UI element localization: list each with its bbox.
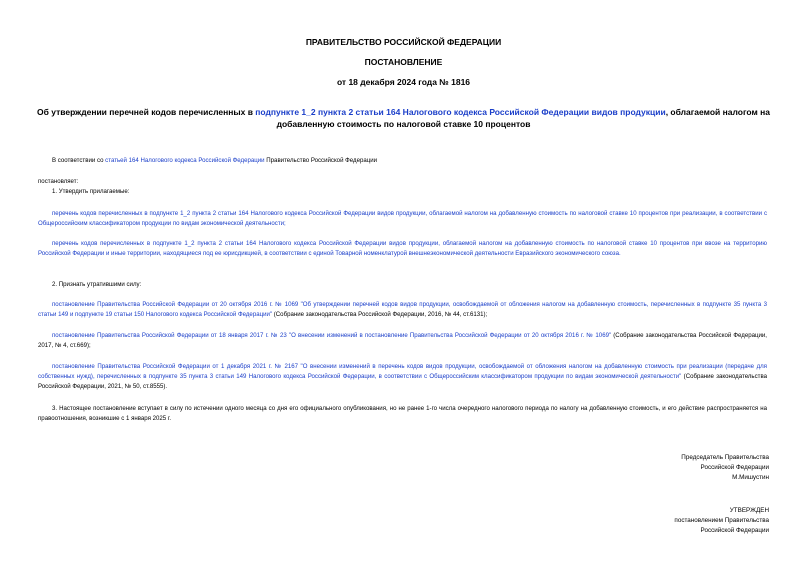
intro-paragraph <box>52 156 772 166</box>
repealed-item-2 <box>38 331 767 351</box>
signatory-name: М.Мишустин <box>732 474 769 481</box>
approved-stamp-block <box>560 506 769 536</box>
signature-block <box>560 453 769 483</box>
approved-list-2-link[interactable]: перечень кодов перечисленных в подпункте 1_2 пункта 2 статьи 164 Налогового кодекса Российской Федерации видов продукции, облагаемой налогом на добавленную стоимость по налоговой ставке 10 процентов при ввозе на территорию Российской Федерации и иные территории, находящиеся под ее юрисдикцией, в соответствии с единой Товарной номенклатурой внешнеэкономической деятельности Евразийского экономического союза. <box>38 240 767 257</box>
item-3-paragraph: 3. Настоящее постановление вступает в силу по истечении одного месяца со дня его официального опубликования, но не ранее 1-го числа очередного налогового периода по налогу на добавленную стоимость, и его действие распространяется на правоотношения, возникшие с 1 января 2025 г. <box>38 405 767 422</box>
decree-word: постановляет: <box>38 178 79 185</box>
date-number-heading: от 18 декабря 2024 года № 1816 <box>336 77 471 87</box>
intro-post: Правительство Российской Федерации <box>264 157 378 164</box>
item-2-heading: 2. Признать утратившими силу: <box>52 281 142 288</box>
approved-line-1: УТВЕРЖДЕН <box>729 507 769 514</box>
repealed-3-link[interactable]: постановление Правительства Российской Федерации от 1 декабря 2021 г. № 2167 "О внесении изменений в перечень кодов видов продукции, освобождаемой от обложения налогом на добавленную стоимость при реализации (передаче для собственных нужд), перечисленных в подпункте 35 пункта 3 статьи 149 Налогового кодекса Российской Федерации, в соответствии с Общероссийским классификатором продукции по видам экономической деятельности" <box>38 363 767 380</box>
document-type-heading: ПОСТАНОВЛЕНИЕ <box>364 57 443 67</box>
approved-line-3: Российской Федерации <box>700 527 769 534</box>
document-title <box>30 106 777 130</box>
signature-position-line-2: Российской Федерации <box>700 464 769 471</box>
intro-tax-code-link[interactable]: статьей 164 Налогового кодекса Российской Федерации <box>105 157 265 164</box>
item-1-heading: 1. Утвердить прилагаемые: <box>52 188 130 195</box>
approved-line-2: постановлением Правительства <box>674 517 769 524</box>
title-tax-code-link[interactable]: подпункте 1_2 пункта 2 статьи 164 Налогового кодекса Российской Федерации видов продукции <box>255 107 666 117</box>
repealed-item-3 <box>38 362 767 392</box>
title-part-1: Об утверждении перечней кодов перечисленных в <box>37 107 256 117</box>
repealed-3-source: (Собрание законодательства Российской Федерации, 2021, № 50, ст.8555). <box>38 373 768 390</box>
repealed-item-1 <box>38 300 767 320</box>
signature-position-line-1: Председатель Правительства <box>681 454 769 461</box>
repealed-1-source: (Собрание законодательства Российской Федерации, 2016, № 44, ст.6131); <box>272 311 488 318</box>
intro-pre: В соответствии со <box>52 157 106 164</box>
repealed-2-link[interactable]: постановление Правительства Российской Федерации от 18 января 2017 г. № 23 "О внесении изменений в постановление Правительства Российской Федерации от 20 октября 2016 г. № 1069" <box>52 332 612 339</box>
repealed-1-link[interactable]: постановление Правительства Российской Федерации от 20 октября 2016 г. № 1069 "Об утверждении перечней кодов видов продукции, освобождаемой от обложения налогом на добавленную стоимость, перечисленных в подпункте 35 пункта 3 статьи 149 и подпункте 19 статьи 150 Налогового кодекса Российской Федерации" <box>38 301 767 318</box>
issuer-heading: ПРАВИТЕЛЬСТВО РОССИЙСКОЙ ФЕДЕРАЦИИ <box>305 37 502 47</box>
approved-list-1-link[interactable]: перечень кодов перечисленных в подпункте 1_2 пункта 2 статьи 164 Налогового кодекса Российской Федерации видов продукции, облагаемой налогом на добавленную стоимость по налоговой ставке 10 процентов при реализации, в соответствии с Общероссийским классификатором продукции по видам экономической деятельности; <box>38 210 767 227</box>
title-part-2: , облагаемой налогом на добавленную стоимость по налоговой ставке 10 процентов <box>276 107 770 129</box>
repealed-2-source: (Собрание законодательства Российской Федерации, 2017, № 4, ст.669); <box>38 332 767 349</box>
